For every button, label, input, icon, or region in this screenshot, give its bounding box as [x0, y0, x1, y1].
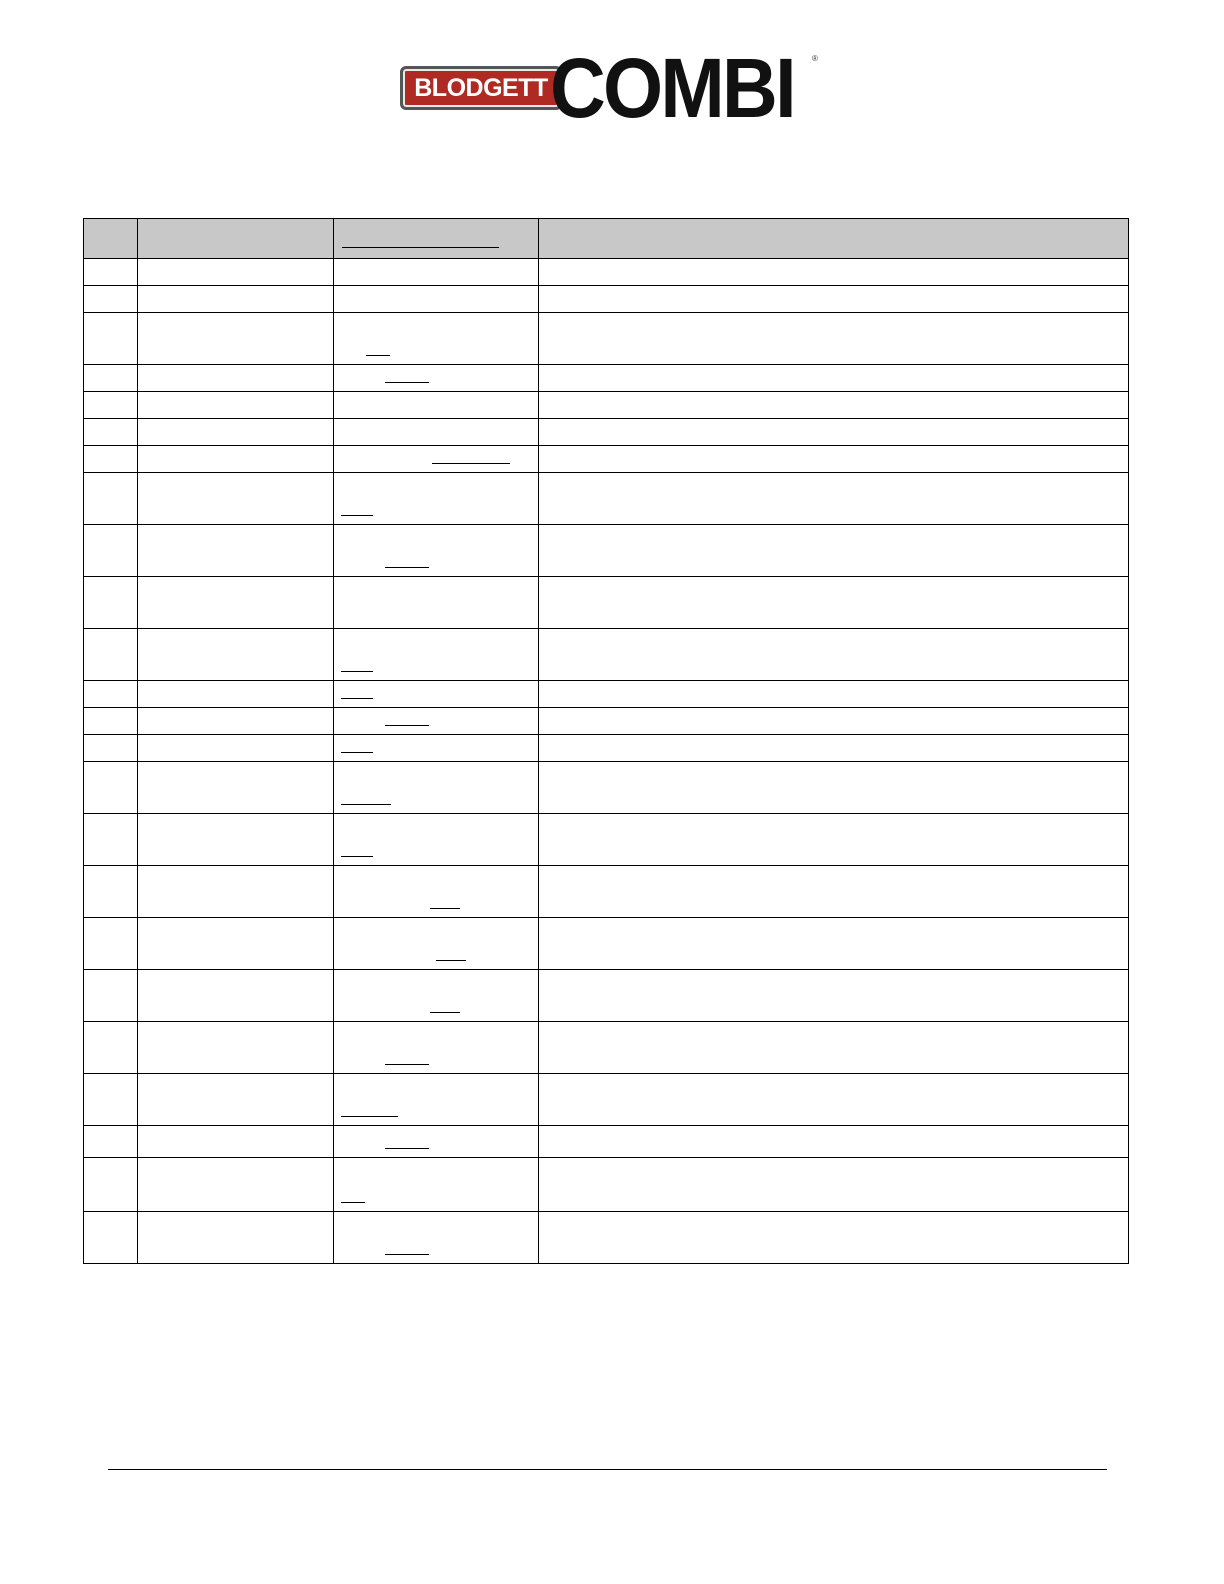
table-cell-2 [138, 681, 334, 708]
table-cell-4 [539, 1022, 1129, 1074]
table-cell-2 [138, 918, 334, 970]
logo-badge-text: BLODGETT [414, 73, 548, 102]
table-cell-4 [539, 473, 1129, 525]
table-cell-3 [334, 708, 539, 735]
table-cell-1 [84, 1126, 138, 1158]
table-cell-3 [334, 1074, 539, 1126]
underline-mark [385, 382, 429, 383]
table-cell-3 [334, 681, 539, 708]
table-row [84, 629, 1129, 681]
table-cell-2 [138, 970, 334, 1022]
table-row [84, 259, 1129, 286]
table-row [84, 1022, 1129, 1074]
table-row [84, 866, 1129, 918]
table-cell-4 [539, 866, 1129, 918]
underline-mark [385, 567, 429, 568]
table-cell-2 [138, 814, 334, 866]
table-cell-2 [138, 1022, 334, 1074]
table-cell-4 [539, 419, 1129, 446]
table-row [84, 708, 1129, 735]
table-row [84, 762, 1129, 814]
table-cell-4 [539, 259, 1129, 286]
table-cell-1 [84, 1022, 138, 1074]
table-cell-2 [138, 1158, 334, 1212]
table-cell-3 [334, 525, 539, 577]
table-row [84, 1126, 1129, 1158]
table-cell-2 [138, 1126, 334, 1158]
table-cell-2 [138, 419, 334, 446]
table-cell-2 [138, 313, 334, 365]
table-cell-3 [334, 866, 539, 918]
table-cell-2 [138, 1212, 334, 1264]
table-cell-3 [334, 1022, 539, 1074]
table-cell-1 [84, 866, 138, 918]
table-cell-1 [84, 708, 138, 735]
table-cell-2 [138, 708, 334, 735]
table-cell-3 [334, 446, 539, 473]
header-cell-4 [539, 219, 1129, 259]
table-cell-2 [138, 629, 334, 681]
header-cell-3 [334, 219, 539, 259]
table-cell-3 [334, 814, 539, 866]
table-cell-2 [138, 473, 334, 525]
table-row [84, 392, 1129, 419]
underline-mark [385, 1148, 429, 1149]
table-row [84, 814, 1129, 866]
table-cell-1 [84, 629, 138, 681]
table-row [84, 1212, 1129, 1264]
table-cell-3 [334, 419, 539, 446]
underline-mark [430, 908, 460, 909]
table-cell-3 [334, 629, 539, 681]
table-cell-2 [138, 866, 334, 918]
table-cell-1 [84, 365, 138, 392]
table-cell-2 [138, 762, 334, 814]
table-cell-1 [84, 446, 138, 473]
spec-table [83, 218, 1129, 1264]
table-cell-2 [138, 365, 334, 392]
table-row [84, 473, 1129, 525]
table-cell-4 [539, 681, 1129, 708]
table-row [84, 918, 1129, 970]
table-cell-3 [334, 286, 539, 313]
table-cell-1 [84, 1212, 138, 1264]
table-cell-3 [334, 1158, 539, 1212]
table-cell-1 [84, 970, 138, 1022]
underline-mark [341, 671, 373, 672]
table-cell-4 [539, 970, 1129, 1022]
table-cell-1 [84, 419, 138, 446]
table-cell-4 [539, 392, 1129, 419]
underline-mark [385, 1064, 429, 1065]
table-cell-4 [539, 1126, 1129, 1158]
table-row [84, 419, 1129, 446]
table-row [84, 1158, 1129, 1212]
table-cell-2 [138, 735, 334, 762]
table-cell-2 [138, 525, 334, 577]
underline-mark [341, 698, 373, 699]
table-row [84, 681, 1129, 708]
table-cell-2 [138, 1074, 334, 1126]
table-cell-1 [84, 286, 138, 313]
table-cell-1 [84, 735, 138, 762]
table-cell-4 [539, 708, 1129, 735]
logo-badge [400, 66, 562, 110]
table-cell-1 [84, 577, 138, 629]
table-cell-3 [334, 392, 539, 419]
table-row [84, 286, 1129, 313]
table-cell-1 [84, 681, 138, 708]
table-cell-3 [334, 313, 539, 365]
table-cell-4 [539, 286, 1129, 313]
table-cell-2 [138, 392, 334, 419]
table-cell-1 [84, 525, 138, 577]
table-cell-3 [334, 473, 539, 525]
table-cell-3 [334, 1212, 539, 1264]
table-cell-3 [334, 259, 539, 286]
logo-wordmark: COMBI [550, 41, 794, 135]
table-row [84, 577, 1129, 629]
table-cell-4 [539, 762, 1129, 814]
table-cell-1 [84, 814, 138, 866]
table-cell-4 [539, 918, 1129, 970]
table-row [84, 970, 1129, 1022]
table-cell-1 [84, 1074, 138, 1126]
table-cell-1 [84, 473, 138, 525]
table-cell-1 [84, 259, 138, 286]
table-row [84, 446, 1129, 473]
table-cell-4 [539, 1212, 1129, 1264]
table-cell-1 [84, 392, 138, 419]
underline-mark [430, 1012, 460, 1013]
brand-logo [400, 41, 820, 135]
table-cell-4 [539, 365, 1129, 392]
underline-mark [341, 515, 373, 516]
table-cell-4 [539, 1074, 1129, 1126]
table-cell-4 [539, 735, 1129, 762]
table-cell-1 [84, 918, 138, 970]
table-row [84, 735, 1129, 762]
table-cell-1 [84, 1158, 138, 1212]
footer-rule [108, 1469, 1107, 1470]
table-cell-3 [334, 577, 539, 629]
registered-mark: ® [812, 54, 818, 63]
header-cell-1 [84, 219, 138, 259]
underline-mark [366, 355, 390, 356]
table-row [84, 525, 1129, 577]
header-cell-2 [138, 219, 334, 259]
table-cell-4 [539, 814, 1129, 866]
table-header-row [84, 219, 1129, 259]
table-row [84, 313, 1129, 365]
underline-mark [432, 463, 510, 464]
underline-mark [341, 856, 373, 857]
table-cell-2 [138, 259, 334, 286]
table-cell-4 [539, 446, 1129, 473]
table-cell-3 [334, 735, 539, 762]
underline-mark [385, 725, 429, 726]
table-cell-4 [539, 1158, 1129, 1212]
table-cell-3 [334, 918, 539, 970]
table-cell-3 [334, 365, 539, 392]
table-cell-2 [138, 286, 334, 313]
underline-mark [436, 960, 466, 961]
underline-mark [341, 804, 391, 805]
table-cell-4 [539, 629, 1129, 681]
underline-mark [341, 1116, 398, 1117]
table-cell-2 [138, 577, 334, 629]
underline-mark [341, 752, 373, 753]
underline-mark [385, 1254, 429, 1255]
table-cell-3 [334, 762, 539, 814]
table-cell-1 [84, 313, 138, 365]
table-cell-3 [334, 970, 539, 1022]
underline-mark [341, 1202, 365, 1203]
table-row [84, 1074, 1129, 1126]
table-cell-4 [539, 313, 1129, 365]
table-cell-1 [84, 762, 138, 814]
table-cell-3 [334, 1126, 539, 1158]
table-cell-2 [138, 446, 334, 473]
table-cell-4 [539, 577, 1129, 629]
table-cell-4 [539, 525, 1129, 577]
table-row [84, 365, 1129, 392]
